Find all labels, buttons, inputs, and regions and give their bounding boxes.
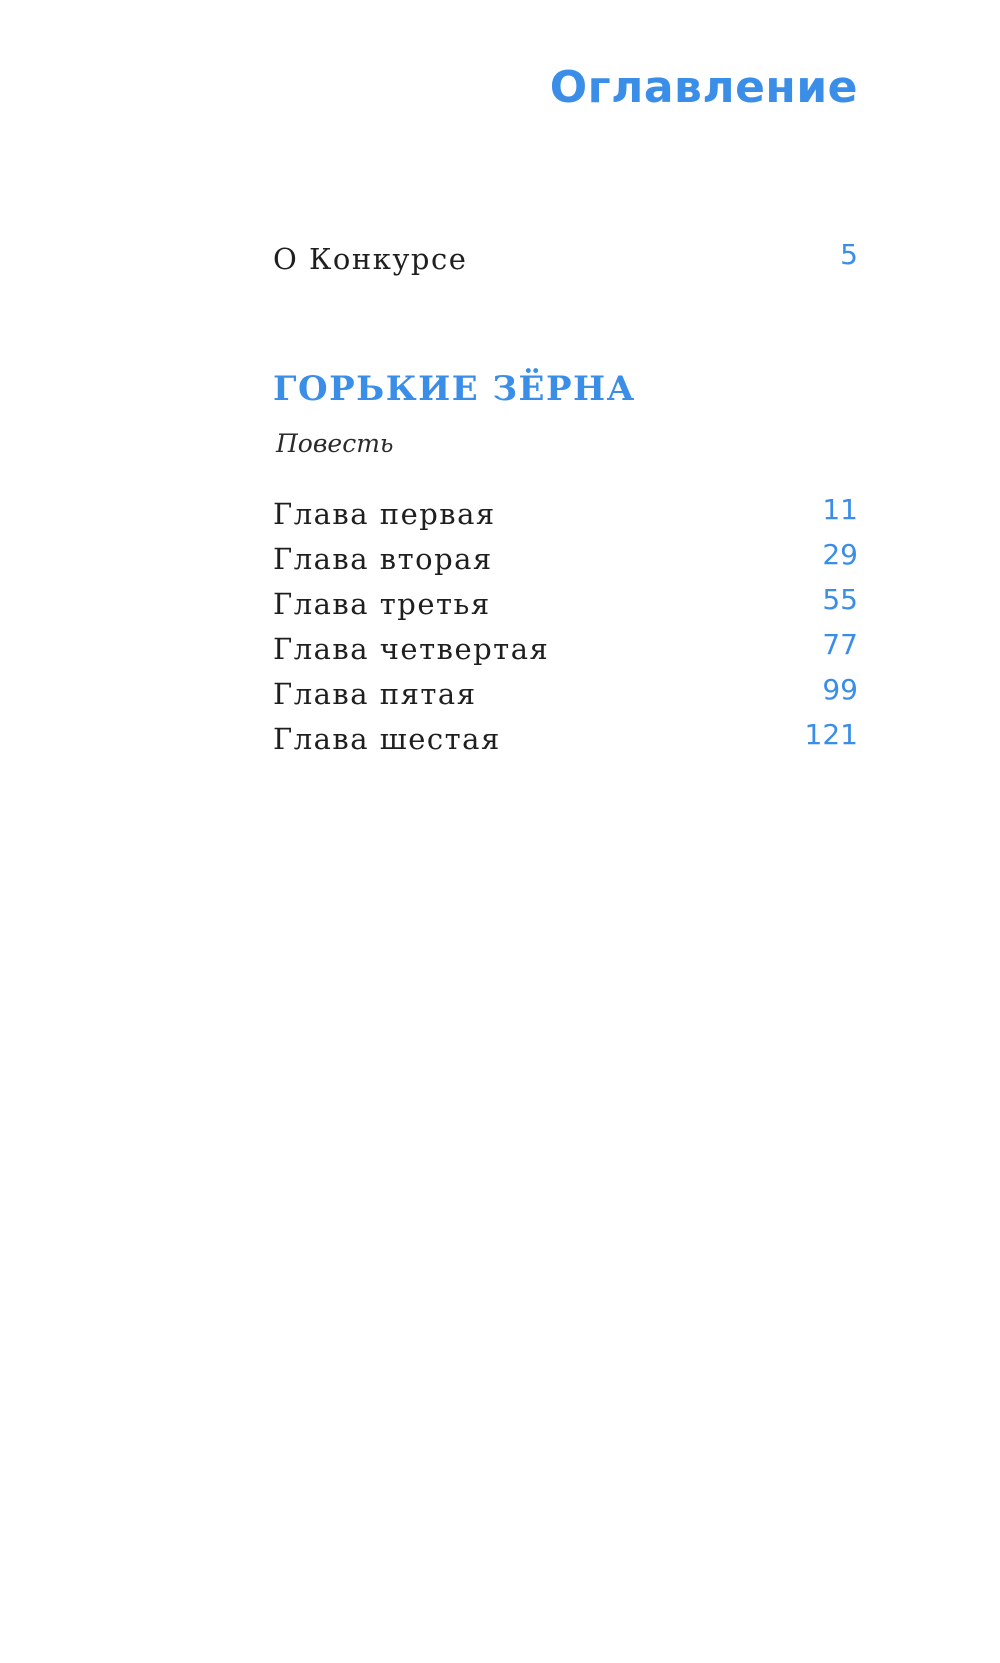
toc-entry-page-number: 121 [804, 718, 858, 751]
toc-entry-chapter-6[interactable] [273, 718, 858, 770]
toc-entry-chapter-3[interactable] [273, 583, 858, 635]
section-title: ГОРЬКИЕ ЗЁРНА [273, 369, 636, 409]
toc-entry-chapter-4[interactable] [273, 628, 858, 680]
toc-entry-label: Глава четвертая [273, 632, 550, 666]
toc-entry-label: Глава пятая [273, 677, 477, 711]
toc-entry-page-number: 11 [822, 493, 858, 526]
toc-entry-label: Глава вторая [273, 542, 493, 576]
toc-entry-label: Глава шестая [273, 722, 501, 756]
toc-entry-label: Глава первая [273, 497, 496, 531]
toc-entry-chapter-5[interactable] [273, 673, 858, 725]
toc-entry-label: Глава третья [273, 587, 491, 621]
toc-heading: Оглавление [549, 62, 858, 113]
toc-entry-intro[interactable] [273, 238, 858, 290]
toc-entry-page-number: 55 [822, 583, 858, 616]
toc-chapter-list [273, 493, 858, 770]
toc-entry-page-number: 99 [822, 673, 858, 706]
toc-intro-block [273, 238, 858, 290]
section-subtitle: Повесть [276, 429, 394, 458]
toc-entry-chapter-1[interactable] [273, 493, 858, 545]
toc-entry-page-number: 29 [822, 538, 858, 571]
toc-entry-label: О Конкурсе [273, 242, 468, 276]
toc-entry-page-number: 5 [840, 238, 858, 271]
toc-entry-page-number: 77 [822, 628, 858, 661]
toc-entry-chapter-2[interactable] [273, 538, 858, 590]
